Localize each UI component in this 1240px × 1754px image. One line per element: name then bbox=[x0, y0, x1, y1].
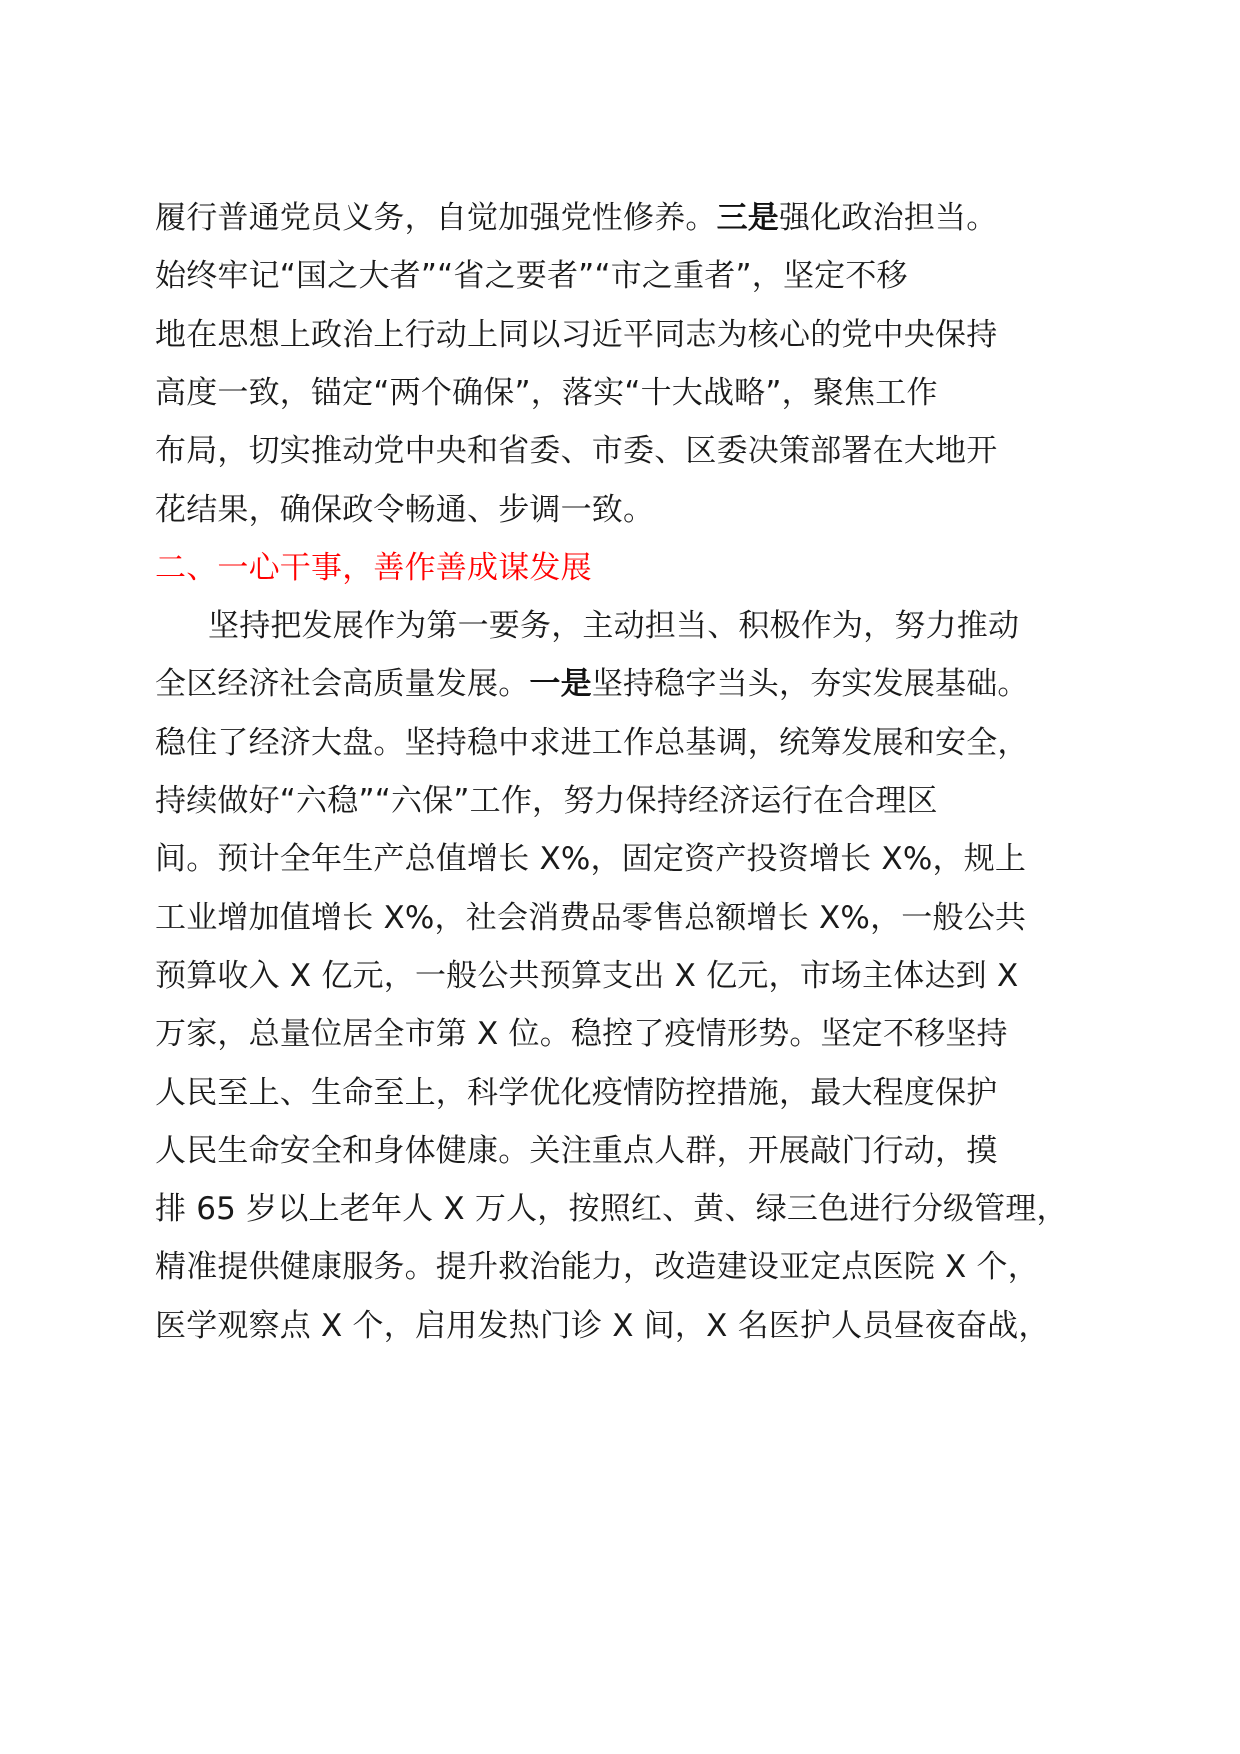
text-segment: 医学观察点 X 个，启用发热门诊 X 间，X 名医护人员昼夜奋战， bbox=[155, 1307, 1050, 1344]
text-line bbox=[155, 1189, 1068, 1229]
text-segment: 全区经济社会高质量发展。 bbox=[155, 666, 530, 703]
text-segment: 高度一致，锚定“两个确保”，落实“十大战略”，聚焦工作 bbox=[155, 374, 938, 411]
text-line bbox=[155, 1014, 1008, 1054]
text-segment: 坚持把发展作为第一要务，主动担当、积极作为，努力推动 bbox=[208, 608, 1020, 645]
text-segment: 间。预计全年生产总值增长 X%，固定资产投资增长 X%，规上 bbox=[155, 841, 1027, 878]
text-segment: 坚持稳字当头，夯实发展基础。 bbox=[591, 666, 1029, 703]
text-line bbox=[208, 606, 1019, 646]
text-line bbox=[155, 1306, 1050, 1346]
text-segment: 预算收入 X 亿元，一般公共预算支出 X 亿元，市场主体达到 X bbox=[155, 957, 1019, 994]
text-segment: 履行普通党员义务，自觉加强党性修养。 bbox=[155, 200, 717, 236]
text-line bbox=[155, 1073, 997, 1113]
text-line bbox=[155, 781, 938, 821]
text-line bbox=[155, 898, 1026, 938]
text-line bbox=[155, 315, 997, 355]
text-line bbox=[155, 198, 997, 238]
text-segment: 布局，切实推动党中央和省委、市委、区委决策部署在大地开 bbox=[155, 433, 998, 470]
text-line bbox=[155, 431, 997, 471]
text-segment: 二、一心干事，善作善成谋发展 bbox=[155, 549, 592, 586]
bold-marker: 三是 bbox=[716, 200, 780, 236]
text-segment: 花结果，确保政令畅通、步调一致。 bbox=[155, 491, 655, 528]
text-line bbox=[155, 839, 1026, 879]
text-line bbox=[155, 723, 1029, 763]
bold-marker: 一是 bbox=[529, 666, 592, 703]
text-line bbox=[155, 956, 1018, 996]
text-segment: 稳住了经济大盘。坚持稳中求进工作总基调，统筹发展和安全， bbox=[155, 724, 1029, 761]
text-segment: 地在思想上政治上行动上同以习近平同志为核心的党中央保持 bbox=[155, 316, 998, 353]
text-line bbox=[155, 256, 908, 296]
text-segment: 排 65 岁以上老年人 X 万人，按照红、黄、绿三色进行分级管理， bbox=[155, 1191, 1068, 1228]
text-line bbox=[155, 1131, 997, 1171]
text-segment: 始终牢记“国之大者”“省之要者”“市之重者”，坚定不移 bbox=[155, 258, 908, 295]
text-line bbox=[155, 490, 654, 530]
text-line bbox=[155, 664, 1029, 704]
section-heading bbox=[155, 548, 592, 588]
text-segment: 精准提供健康服务。提升救治能力，改造建设亚定点医院 X 个， bbox=[155, 1249, 1039, 1286]
text-segment: 万家，总量位居全市第 X 位。稳控了疫情形势。坚定不移坚持 bbox=[155, 1016, 1008, 1053]
text-segment: 工业增加值增长 X%，社会消费品零售总额增长 X%，一般公共 bbox=[155, 899, 1027, 936]
text-segment: 强化政治担当。 bbox=[779, 200, 998, 236]
text-segment: 持续做好“六稳”“六保”工作，努力保持经济运行在合理区 bbox=[155, 783, 938, 819]
text-line bbox=[155, 1247, 1039, 1287]
text-line bbox=[155, 373, 938, 413]
text-segment: 人民生命安全和身体健康。关注重点人群，开展敲门行动，摸 bbox=[155, 1132, 998, 1169]
text-segment: 人民至上、生命至上，科学优化疫情防控措施，最大程度保护 bbox=[155, 1074, 998, 1111]
